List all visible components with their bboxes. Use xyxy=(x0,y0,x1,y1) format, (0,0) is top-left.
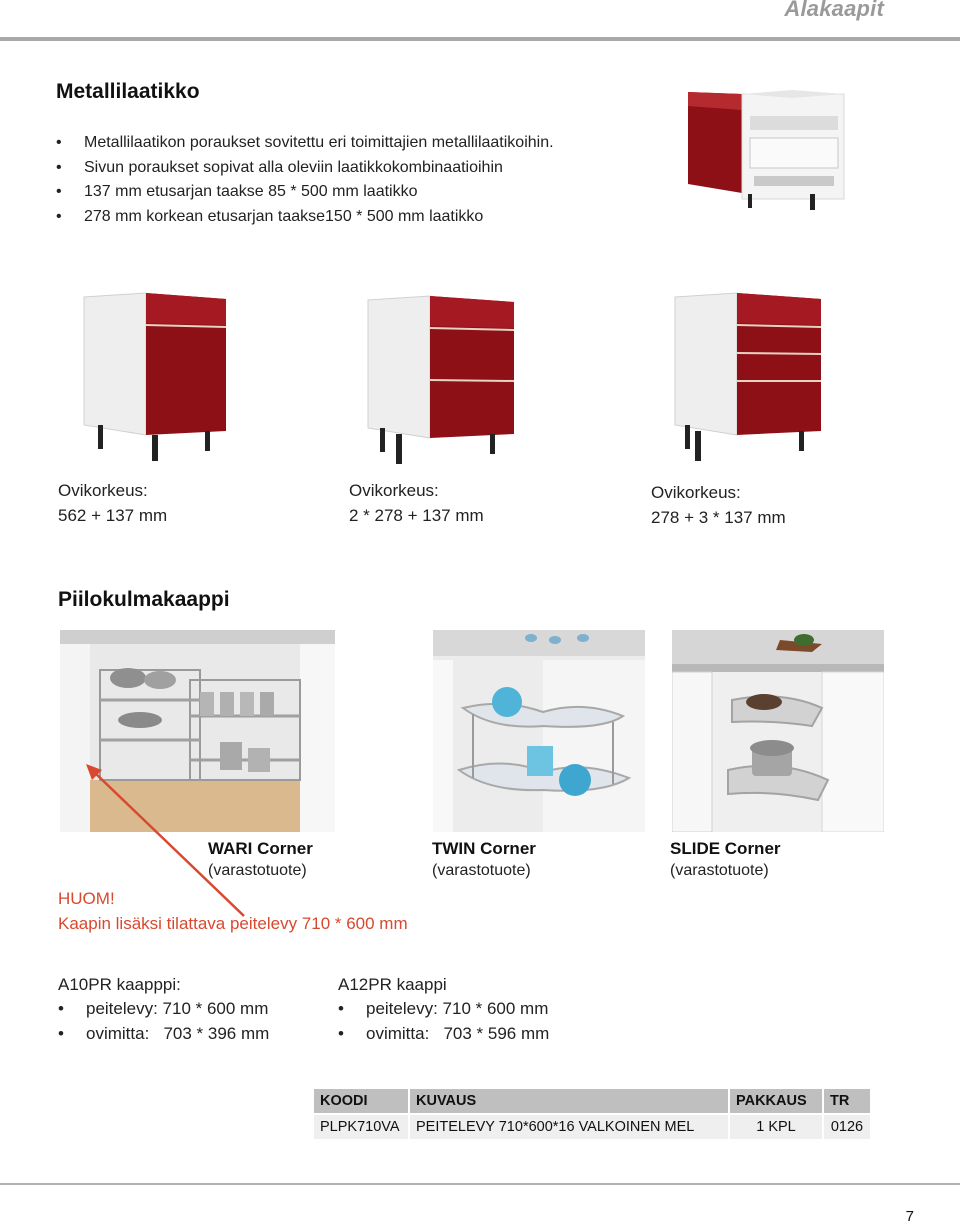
column-header-code: KOODI xyxy=(314,1089,408,1113)
spec-item: • peitelevy: 710 * 600 mm xyxy=(58,997,269,1022)
spec-list xyxy=(338,997,549,1046)
cabinet-caption-2: Ovikorkeus: 2 * 278 + 137 mm xyxy=(349,481,484,525)
note-block xyxy=(58,886,408,936)
header-rule xyxy=(0,37,960,41)
cabinet-caption-3: Ovikorkeus: 278 + 3 * 137 mm xyxy=(651,483,786,527)
page-number: 7 xyxy=(905,1208,914,1225)
spec-list xyxy=(58,997,269,1046)
spec-block-a12pr xyxy=(338,972,549,1046)
metal-section-title: Metallilaatikko xyxy=(56,80,200,103)
cell-package: 1 KPL xyxy=(730,1115,822,1139)
note-text: Kaapin lisäksi tilattava peitelevy 710 * 600 mm xyxy=(58,914,408,933)
table-row xyxy=(314,1115,870,1139)
bullet-item: • 137 mm etusarjan taakse 85 * 500 mm laatikko xyxy=(56,180,554,205)
column-header-package: PAKKAUS xyxy=(730,1089,822,1113)
table-header-row xyxy=(314,1089,870,1113)
cell-description: PEITELEVY 710*600*16 VALKOINEN MEL xyxy=(410,1115,728,1139)
twin-corner-caption: TWIN Corner (varastotuote) xyxy=(432,839,536,879)
bullet-item: • Metallilaatikon poraukset sovitettu eri toimittajien metallilaatikoihin. xyxy=(56,131,554,156)
bullet-item: • 278 mm korkean etusarjan taakse150 * 500 mm laatikko xyxy=(56,205,554,230)
wari-corner-caption: WARI Corner (varastotuote) xyxy=(208,839,313,879)
spec-title: A10PR kaapppi: xyxy=(58,975,181,994)
twin-corner-image xyxy=(433,630,645,832)
cell-code: PLPK710VA xyxy=(314,1115,408,1139)
metal-bullet-list xyxy=(56,131,554,229)
spec-block-a10pr xyxy=(58,972,269,1046)
cabinet-image-2 xyxy=(350,288,540,473)
spec-item: • ovimitta: 703 * 396 mm xyxy=(58,1022,269,1047)
cabinet-image-3 xyxy=(655,285,845,470)
cabinet-caption-1: Ovikorkeus: 562 + 137 mm xyxy=(58,481,168,525)
cell-tr: 0126 xyxy=(824,1115,870,1139)
corner-section-title: Piilokulmakaappi xyxy=(58,588,230,611)
section-header-title: Alakaapit xyxy=(784,0,884,21)
column-header-tr: TR xyxy=(824,1089,870,1113)
spec-item: • peitelevy: 710 * 600 mm xyxy=(338,997,549,1022)
spec-item: • ovimitta: 703 * 596 mm xyxy=(338,1022,549,1047)
footer-rule xyxy=(0,1183,960,1185)
product-table xyxy=(312,1087,872,1141)
metal-drawer-image xyxy=(684,88,849,213)
cabinet-image-1 xyxy=(60,285,250,470)
slide-corner-image xyxy=(672,630,884,832)
slide-corner-caption: SLIDE Corner (varastotuote) xyxy=(670,839,781,879)
column-header-description: KUVAUS xyxy=(410,1089,728,1113)
bullet-item: • Sivun poraukset sopivat alla oleviin laatikkokombinaatioihin xyxy=(56,156,554,181)
spec-title: A12PR kaappi xyxy=(338,975,447,994)
note-heading: HUOM! xyxy=(58,889,115,908)
